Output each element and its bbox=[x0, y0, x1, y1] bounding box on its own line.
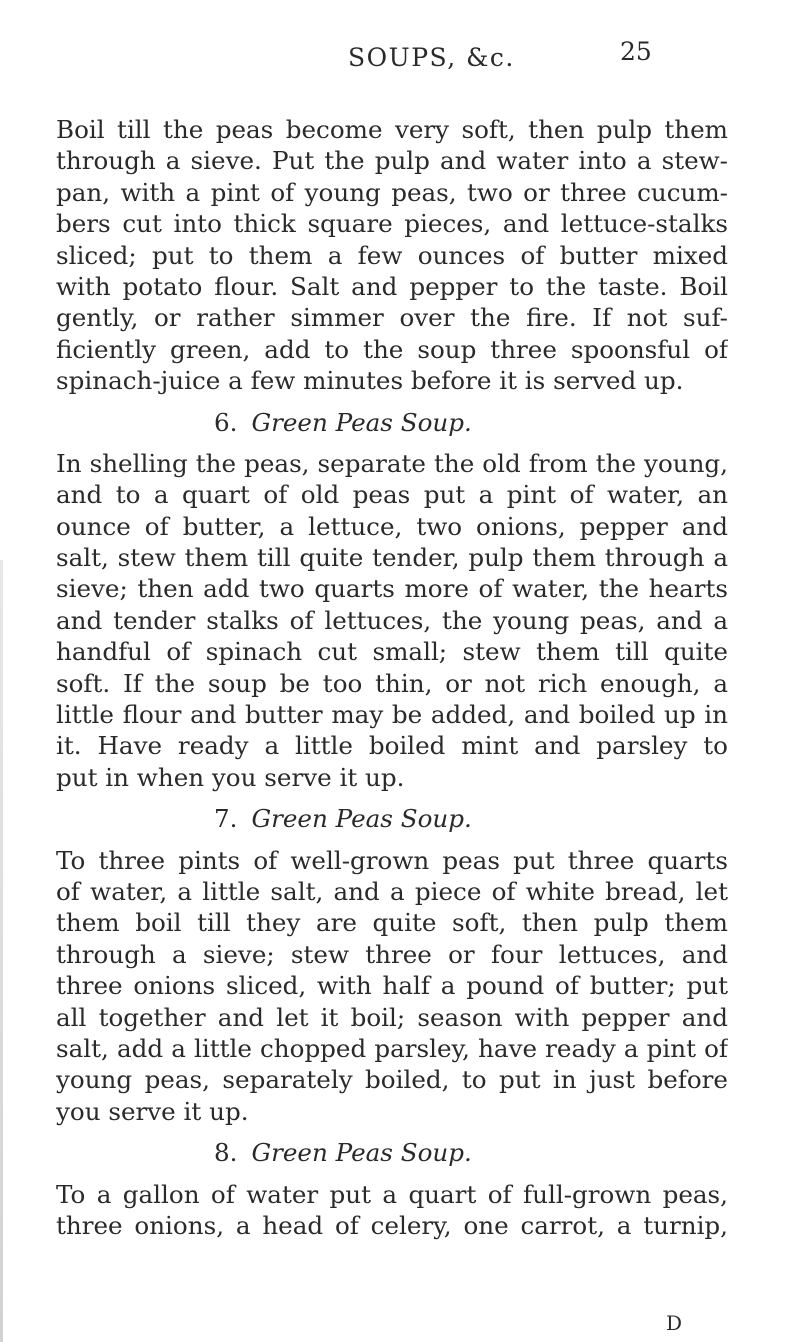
running-head bbox=[0, 38, 800, 78]
text-line: you serve it up. bbox=[56, 1096, 249, 1126]
page-body bbox=[56, 114, 728, 1241]
text-line: and tender stalks of lettuces, the young peas, and a bbox=[56, 605, 728, 635]
text-line: ounce of butter, a lettuce, two onions, pepper and bbox=[56, 511, 728, 541]
recipe-number: 7. bbox=[214, 804, 238, 834]
text-line: them boil till they are quite soft, then pulp them bbox=[56, 908, 728, 938]
text-line: Boil till the peas become very soft, then pulp them bbox=[56, 115, 728, 144]
text-line: pan, with a pint of young peas, two or three cucum- bbox=[56, 177, 728, 207]
text-line: with potato flour. Salt and pepper to the taste. Boil bbox=[56, 271, 728, 301]
recipe-heading bbox=[56, 1137, 728, 1168]
recipe-heading bbox=[56, 803, 728, 834]
text-line: of water, a little salt, and a piece of white bread, let bbox=[56, 876, 728, 906]
text-line: salt, stew them till quite tender, pulp them through a bbox=[56, 543, 728, 573]
text-line: put in when you serve it up. bbox=[56, 762, 405, 792]
text-line: and to a quart of old peas put a pint of water, an bbox=[56, 480, 728, 510]
text-line: salt, add a little chopped parsley, have ready a pint of bbox=[56, 1033, 728, 1063]
text-line: To a gallon of water put a quart of full-grown peas, bbox=[56, 1179, 728, 1209]
text-line: bers cut into thick square pieces, and lettuce-stalks bbox=[56, 209, 728, 239]
text-line: soft. If the soup be too thin, or not rich enough, a bbox=[56, 668, 728, 698]
recipe-6 bbox=[56, 407, 728, 794]
text-line: In shelling the peas, separate the old from the young, bbox=[56, 448, 728, 478]
text-line: three onions, a head of celery, one carrot, a turnip, bbox=[56, 1210, 728, 1240]
signature-mark: D bbox=[666, 1311, 683, 1335]
recipe-title: Green Peas Soup. bbox=[251, 1138, 472, 1168]
text-line: through a sieve. Put the pulp and water into a stew- bbox=[56, 146, 728, 176]
running-title: SOUPS, &c. bbox=[348, 43, 515, 72]
text-line: spinach-juice a few minutes before it is served up. bbox=[56, 366, 684, 396]
recipe-number: 6. bbox=[214, 407, 238, 437]
text-line: gently, or rather simmer over the fire. If not suf- bbox=[56, 303, 728, 333]
text-line: it. Have ready a little boiled mint and parsley to bbox=[56, 731, 728, 761]
text-line: all together and let it boil; season with pepper and bbox=[56, 1002, 728, 1032]
page-number: 25 bbox=[620, 37, 652, 66]
recipe-continuation bbox=[56, 114, 728, 397]
text-line: handful of spinach cut small; stew them till quite bbox=[56, 637, 728, 667]
recipe-7 bbox=[56, 803, 728, 1127]
recipe-number: 8. bbox=[214, 1138, 238, 1168]
page-margin-shadow bbox=[0, 560, 3, 1342]
text-line: sliced; put to them a few ounces of butter mixed bbox=[56, 240, 728, 270]
recipe-8 bbox=[56, 1137, 728, 1241]
recipe-title: Green Peas Soup. bbox=[251, 407, 472, 437]
text-line: three onions sliced, with half a pound of butter; put bbox=[56, 971, 728, 1001]
text-line: sieve; then add two quarts more of water, the hearts bbox=[56, 574, 728, 604]
text-line: little flour and butter may be added, and boiled up in bbox=[56, 700, 728, 730]
recipe-heading bbox=[56, 407, 728, 438]
text-line: ficiently green, add to the soup three spoonsful of bbox=[56, 334, 728, 364]
text-line: To three pints of well-grown peas put three quarts bbox=[56, 845, 728, 875]
text-line: young peas, separately boiled, to put in just before bbox=[56, 1065, 728, 1095]
text-line: through a sieve; stew three or four lettuces, and bbox=[56, 939, 728, 969]
recipe-title: Green Peas Soup. bbox=[251, 804, 472, 834]
